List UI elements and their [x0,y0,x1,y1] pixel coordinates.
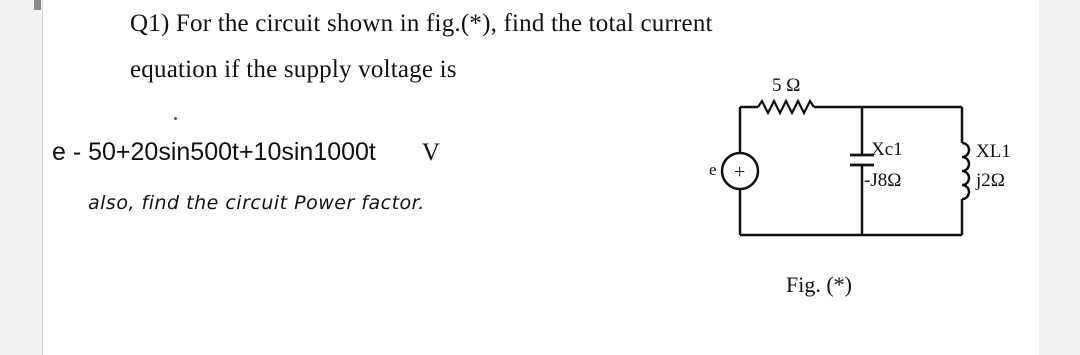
source-label: e [709,160,717,179]
question-line-1: Q1) For the circuit shown in fig.(*), find the total current [130,10,713,37]
figure-caption: Fig. (*) [786,272,852,297]
equation-text: e - 50+20sin500t+10sin1000t [52,138,376,166]
equation-unit: V [421,139,440,166]
capacitor-label: Xc1 [871,139,903,160]
question-line-2: equation if the supply voltage is [130,56,457,83]
resistor-symbol [758,101,814,113]
resistor-label: 5 Ω [772,75,801,96]
voltage-equation [52,138,440,167]
source-polarity: + [734,161,746,183]
stray-dot [174,117,177,120]
inductor-symbol [962,143,969,199]
handwritten-note: also, find the circuit Power factor. [88,192,425,214]
circuit-diagram [680,65,1020,255]
edge-mark [34,0,41,10]
inductor-label: XL1 [976,141,1011,162]
inductor-value: j2Ω [976,170,1005,191]
capacitor-value: -J8Ω [864,170,902,191]
